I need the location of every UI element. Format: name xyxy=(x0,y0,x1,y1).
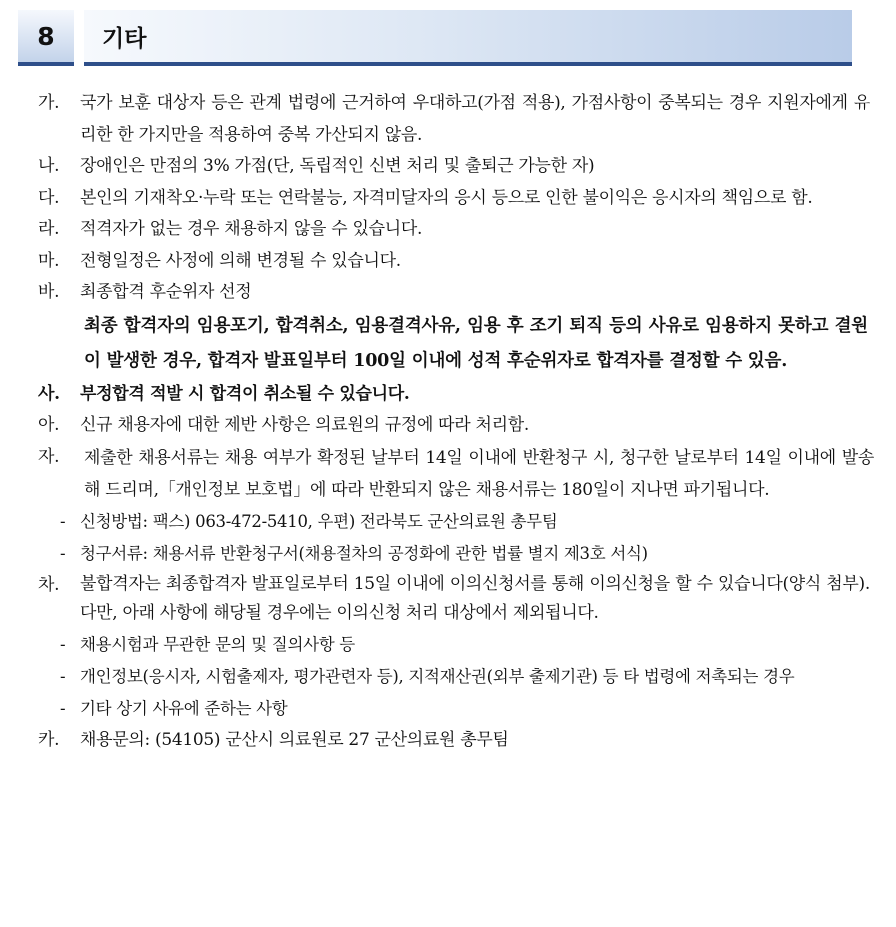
list-item xyxy=(0,277,896,309)
item-marker: 다. xyxy=(38,187,60,208)
sub-item xyxy=(0,506,896,538)
item-text: 불합격자는 최종합격자 발표일로부터 15일 이내에 이의신청서를 통해 이의신청을 할 수 있습니다(양식 첨부). 다만, 아래 사항에 해당될 경우에는 이의신청 처리 대상에서 제외됩니다. xyxy=(80,573,870,623)
item-marker: 카. xyxy=(38,729,60,750)
item-text: 국가 보훈 대상자 등은 관계 법령에 근거하여 우대하고(가점 적용), 가점사항이 중복되는 경우 지원자에게 유리한 한 가지만을 적용하여 중복 가산되지 않음. xyxy=(80,93,870,145)
section-header xyxy=(0,0,896,72)
item-marker: 자. xyxy=(38,446,60,467)
list-item xyxy=(0,151,896,183)
sub-item xyxy=(0,629,896,661)
sub-dash: - xyxy=(60,543,66,563)
list-item xyxy=(0,442,896,506)
item-text: 장애인은 만점의 3% 가점(단, 독립적인 신변 처리 및 출퇴근 가능한 자) xyxy=(80,156,595,176)
item-marker: 아. xyxy=(38,415,60,435)
item-marker: 차. xyxy=(38,574,60,595)
sub-item xyxy=(0,661,896,693)
list-item xyxy=(0,246,896,278)
item-text: 본인의 기재착오·누락 또는 연락불능, 자격미달자의 응시 등으로 인한 불이익은 응시자의 책임으로 함. xyxy=(80,187,813,208)
item-text: 신규 채용자에 대한 제반 사항은 의료원의 규정에 따라 처리함. xyxy=(80,415,529,435)
sub-text: 신청방법: 팩스) 063-472-5410, 우편) 전라북도 군산의료원 총무팀 xyxy=(80,511,558,531)
sub-dash: - xyxy=(60,634,66,654)
sub-dash: - xyxy=(60,666,66,686)
item-marker: 라. xyxy=(38,219,60,239)
item-marker: 바. xyxy=(38,282,60,302)
list-item xyxy=(0,214,896,246)
sub-dash: - xyxy=(60,511,66,531)
reserve-candidate-detail: 최종 합격자의 임용포기, 합격취소, 임용결격사유, 임용 후 조기 퇴직 등의 사유로 임용하지 못하고 결원이 발생한 경우, 합격자 발표일부터 100일 이내에 성적 후순위자로 합격자를 결정할 수 있음. xyxy=(84,315,868,371)
item-marker: 가. xyxy=(38,93,60,113)
item-marker: 사. xyxy=(38,383,60,404)
list-item xyxy=(0,410,896,442)
item-marker: 마. xyxy=(38,250,60,271)
item-text: 제출한 채용서류는 채용 여부가 확정된 날부터 14일 이내에 반환청구 시, 청구한 날로부터 14일 이내에 발송해 드리며,「개인정보 보호법」에 따라 반환되지 않은 채용서류는 180일이 지나면 파기됩니다. xyxy=(84,447,874,500)
list-item xyxy=(0,88,896,151)
item-text: 채용문의: (54105) 군산시 의료원로 27 군산의료원 총무팀 xyxy=(80,729,509,750)
item-text: 전형일정은 사정에 의해 변경될 수 있습니다. xyxy=(80,250,401,271)
section-title: 기타 xyxy=(84,10,852,66)
sub-text: 채용시험과 무관한 문의 및 질의사항 등 xyxy=(80,634,355,654)
sub-text: 청구서류: 채용서류 반환청구서(채용절차의 공정화에 관한 법률 별지 제3호 서식) xyxy=(80,543,648,563)
sub-text: 개인정보(응시자, 시험출제자, 평가관련자 등), 지적재산권(외부 출제기관) 등 타 법령에 저촉되는 경우 xyxy=(80,666,795,686)
list-item xyxy=(0,379,896,411)
list-item xyxy=(0,725,896,757)
sub-item xyxy=(0,538,896,570)
notice-list xyxy=(0,88,896,756)
sub-dash: - xyxy=(60,698,66,718)
item-text: 부정합격 적발 시 합격이 취소될 수 있습니다. xyxy=(80,383,410,404)
sub-item xyxy=(0,693,896,725)
item-text: 최종합격 후순위자 선정 xyxy=(80,282,252,302)
item-marker: 나. xyxy=(38,156,60,176)
item-text: 적격자가 없는 경우 채용하지 않을 수 있습니다. xyxy=(80,219,423,239)
list-item xyxy=(0,183,896,215)
list-item xyxy=(0,570,896,629)
sub-text: 기타 상기 사유에 준하는 사항 xyxy=(80,698,288,718)
section-number: 8 xyxy=(18,10,74,66)
